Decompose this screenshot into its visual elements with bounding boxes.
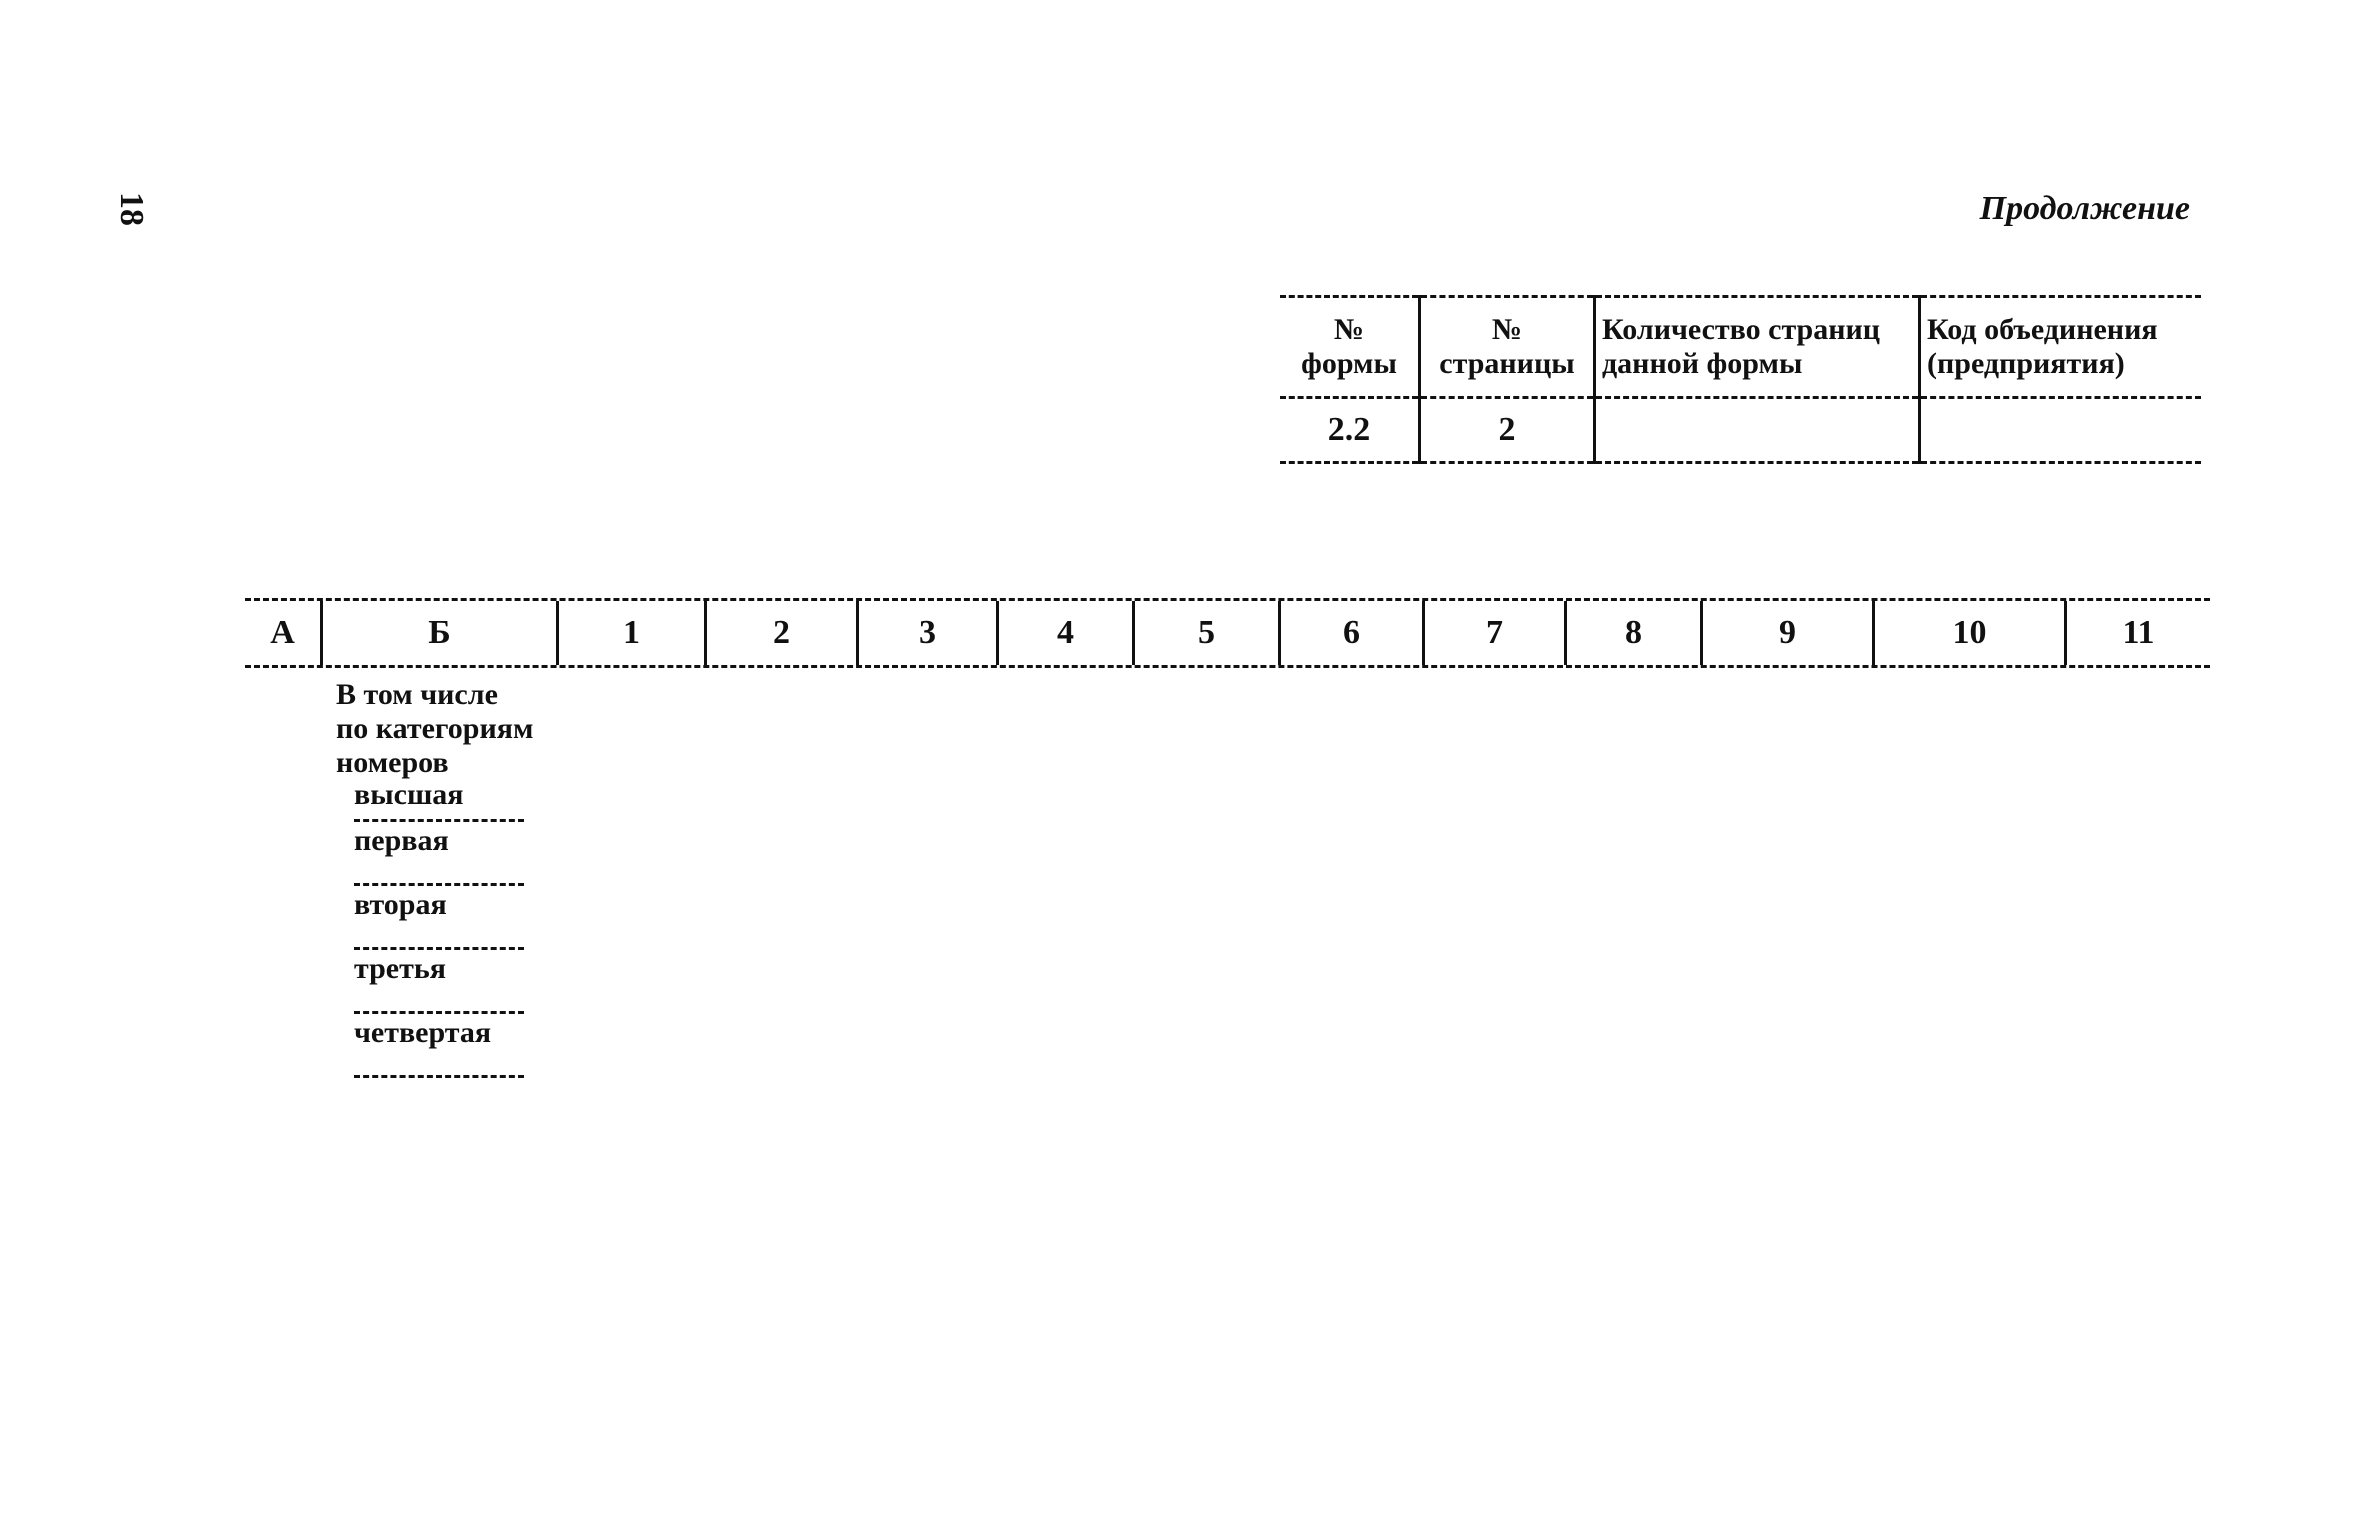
- column-header-row: [245, 598, 2210, 668]
- column-header: 1: [559, 601, 707, 665]
- continuation-label: Продолжение: [1979, 190, 2190, 227]
- column-header: А: [245, 601, 323, 665]
- column-header: 10: [1875, 601, 2067, 665]
- column-header: 3: [859, 601, 999, 665]
- column-header: 2: [707, 601, 859, 665]
- category-label: высшая: [354, 780, 524, 822]
- form-info-table: [1280, 295, 2201, 464]
- category-label: первая: [354, 822, 524, 886]
- value-page-count: [1595, 398, 1920, 463]
- column-header: 6: [1281, 601, 1425, 665]
- category-label: третья: [354, 950, 524, 1014]
- column-header: Б: [323, 601, 559, 665]
- page-number: 18: [113, 192, 150, 226]
- header-page-count: Количество страниц данной формы: [1595, 297, 1920, 398]
- value-page-number: 2: [1420, 398, 1595, 463]
- column-header: 8: [1567, 601, 1703, 665]
- value-form-number: 2.2: [1280, 398, 1420, 463]
- intro-label: В том числе по категориям номеров: [336, 678, 534, 779]
- column-header: 7: [1425, 601, 1567, 665]
- value-org-code: [1920, 398, 2202, 463]
- column-header: 4: [999, 601, 1135, 665]
- header-form-number: № формы: [1280, 297, 1420, 398]
- column-header: 9: [1703, 601, 1875, 665]
- column-header: 5: [1135, 601, 1281, 665]
- header-page-number: № страницы: [1420, 297, 1595, 398]
- row-labels: [336, 678, 536, 1078]
- category-label: четвертая: [354, 1014, 524, 1078]
- column-header: 11: [2122, 614, 2155, 651]
- header-org-code: Код объединения (предприятия): [1920, 297, 2202, 398]
- category-label: вторая: [354, 886, 524, 950]
